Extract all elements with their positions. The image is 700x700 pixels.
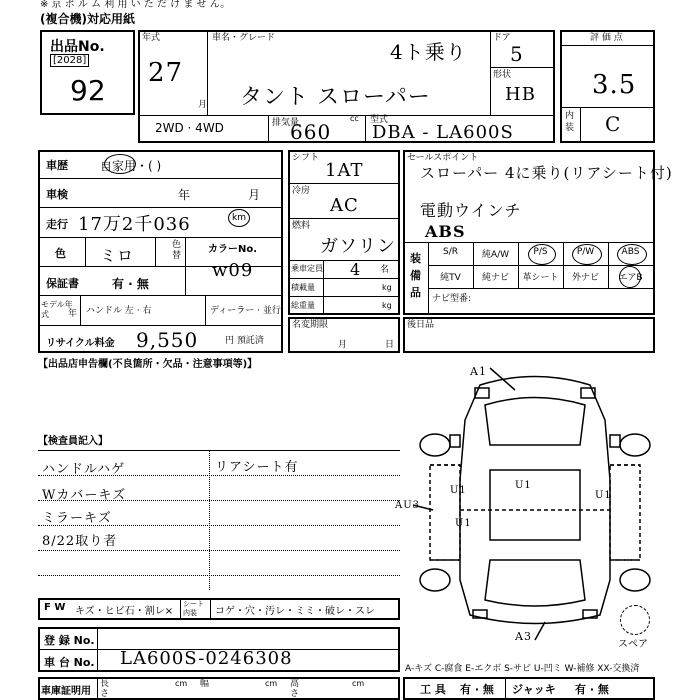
year-value: 27 [148,58,184,88]
car-name-value: タント スローパー [240,85,431,110]
equipment-item: P/W [576,247,595,257]
rename-label: 名変期限 [292,320,329,330]
model-year-label: モデル年式 [41,300,73,319]
jack-label: ジャッキ [512,683,556,696]
equipment-item: S/R [443,247,458,257]
year-label: 年式 [142,33,161,43]
equipment-item: エアB [618,273,643,283]
damage-legend: A-キズ C-腐食 E-エクボ S-サビ U-凹ミ W-補修 XX-交換済 [405,664,640,674]
color-change-label: 色替 [172,240,182,261]
pw-circle [572,244,602,265]
mileage-value: 17万2千036 [78,214,191,235]
shape-value: HB [505,84,536,105]
score-label: 評 価 点 [590,33,623,43]
recycle-label: リサイクル料金 [46,338,115,349]
equipment-item: 外ナビ [571,273,599,283]
rename-day: 日 [385,340,395,350]
door-value: 5 [510,42,524,66]
chassis-value: LA600S-0246308 [120,648,293,669]
seat-value: コゲ・穴・汚レ・ミミ・破レ・スレ [215,606,375,617]
cert-height-label: 高さ [290,679,300,699]
lot-number: 92 [70,74,106,107]
equipment-label: 装備品 [410,252,421,299]
mark-u1-c: U1 [515,480,532,491]
sales-line3: ABS [425,222,466,241]
warranty-value: 有 · 無 [112,277,149,291]
fw-label: F W [44,602,66,613]
history-value: 自家用・( ) [100,159,162,173]
capacity-value: 4 [350,260,362,279]
mark-a3: A3 [515,630,532,643]
cert-label: 車庫証明用 [41,686,91,697]
shape-label: 形状 [493,70,512,80]
note-line1: ハンドルハゲ [42,462,126,477]
interior-label: 内装 [565,111,575,133]
inspection-year: 年 [178,188,191,202]
inspector-label: 【検査員記入】 [38,436,108,447]
equipment-item: P/S [533,247,548,257]
capacity-label: 乗車定員 [291,264,323,273]
lot-stamp: [2028] [50,54,89,67]
note-line2: Wカバーキズ [42,488,127,503]
ac-value: AC [330,195,359,216]
mark-u1-a: U1 [450,485,467,496]
fuel-label: 燃料 [292,221,311,231]
color-no-label: カラーNo. [208,244,258,255]
mark-au3: AU3 [395,500,421,511]
gross-label: 総重量 [291,301,315,310]
exhibitor-label: 【出品店申告欄(不良箇所・欠品・注意事項等)】 [38,359,258,370]
header-title: (複合機)対応用紙 [40,12,135,26]
displacement-label: 排気量 [272,118,300,128]
fw-value: キズ・ヒビ石・割レ× [75,606,174,617]
name-note: 4ト乗り [390,40,467,64]
spare-label: スペア [618,639,648,650]
color-no-value: w09 [212,260,254,281]
note-line4: 8/22取り者 [42,534,118,549]
shift-label: シフト [292,153,320,163]
year-month-unit: 月 [198,100,208,110]
note-line1b: リアシート有 [215,460,299,475]
shift-value: 1AT [325,160,364,181]
lot-label: 出品No. [50,39,105,55]
model-value: DBA - LA600S [372,122,514,143]
cert-length-label: 長さ [100,679,110,699]
navi-label: ナビ型番: [432,294,472,304]
reg-label: 登 録 No. [44,634,95,647]
cert-width-unit: cm [265,679,278,688]
cert-box [38,677,400,700]
mark-u1-b: U1 [455,518,472,529]
color-label: 色 [55,247,66,260]
equipment-item: 純TV [440,273,461,283]
km-circle [228,209,250,227]
fuel-value: ガソリン [320,236,396,257]
handle-label: ハンドル 左 · 右 [86,306,152,316]
cert-length-unit: cm [175,679,188,688]
sales-line1: スローパー 4に乗り(リアシート付) [420,164,673,182]
note-line3: ミラーキズ [42,511,112,526]
equipment-item: 革シート [522,273,559,283]
car-damage-diagram [405,360,660,645]
abs-circle [617,244,647,265]
sales-line2: 電動ウインチ [420,201,522,220]
cert-width-label: 幅 [200,679,210,689]
equipment-item: 純ナビ [481,273,509,283]
sales-label: セールスポイント [407,153,479,163]
header-cut-text: ※ 京 ボ ル ム 利 用 い た だ け ま せ ん。 [40,0,231,10]
seat-label: シート内装 [183,600,204,617]
dealer-label: ディーラー · 並行 [210,306,281,316]
drive-options: 2WD · 4WD [155,121,224,135]
jack-value: 有 · 無 [575,683,609,696]
capacity-unit: 名 [380,265,390,275]
tool-label: 工 具 [420,683,446,696]
inspection-month: 月 [248,188,261,202]
ac-label: 冷房 [292,186,311,196]
late-label: 後日品 [407,320,435,330]
mileage-label: 走行 [46,218,68,231]
model-year-unit: 年 [68,309,78,319]
mark-a1: A1 [470,365,487,378]
tool-value: 有 · 無 [460,683,494,696]
private-use-circle [104,154,136,174]
equipment-item: 純A/W [481,250,510,260]
lot-box [40,30,135,115]
spare-tire-icon [620,605,650,635]
rename-month: 月 [338,340,348,350]
airbag-circle [619,266,641,288]
chassis-label: 車 台 No. [44,656,95,669]
equipment-item: ABS [621,247,640,257]
cert-height-unit: cm [352,679,365,688]
displacement-unit: cc [350,114,359,123]
recycle-unit: 円 預託済 [225,336,264,346]
color-value: ミロ [100,246,135,265]
late-box [403,317,655,353]
mileage-unit: km [232,213,246,223]
inspection-label: 車検 [46,188,68,201]
door-label: ドア [493,33,511,43]
load-label: 積載量 [291,283,315,292]
displacement-value: 660 [290,120,332,144]
warranty-label: 保証書 [46,277,79,290]
recycle-value: 9,550 [136,328,199,352]
gross-unit: kg [382,301,392,310]
name-label: 車名・グレード [212,33,276,43]
score-value: 3.5 [592,70,637,100]
mark-u1-d: U1 [595,490,612,501]
model-label: 型式 [370,115,389,125]
interior-value: C [605,112,622,136]
load-unit: kg [382,283,392,292]
history-label: 車歴 [46,159,68,172]
ps-circle [528,244,556,265]
